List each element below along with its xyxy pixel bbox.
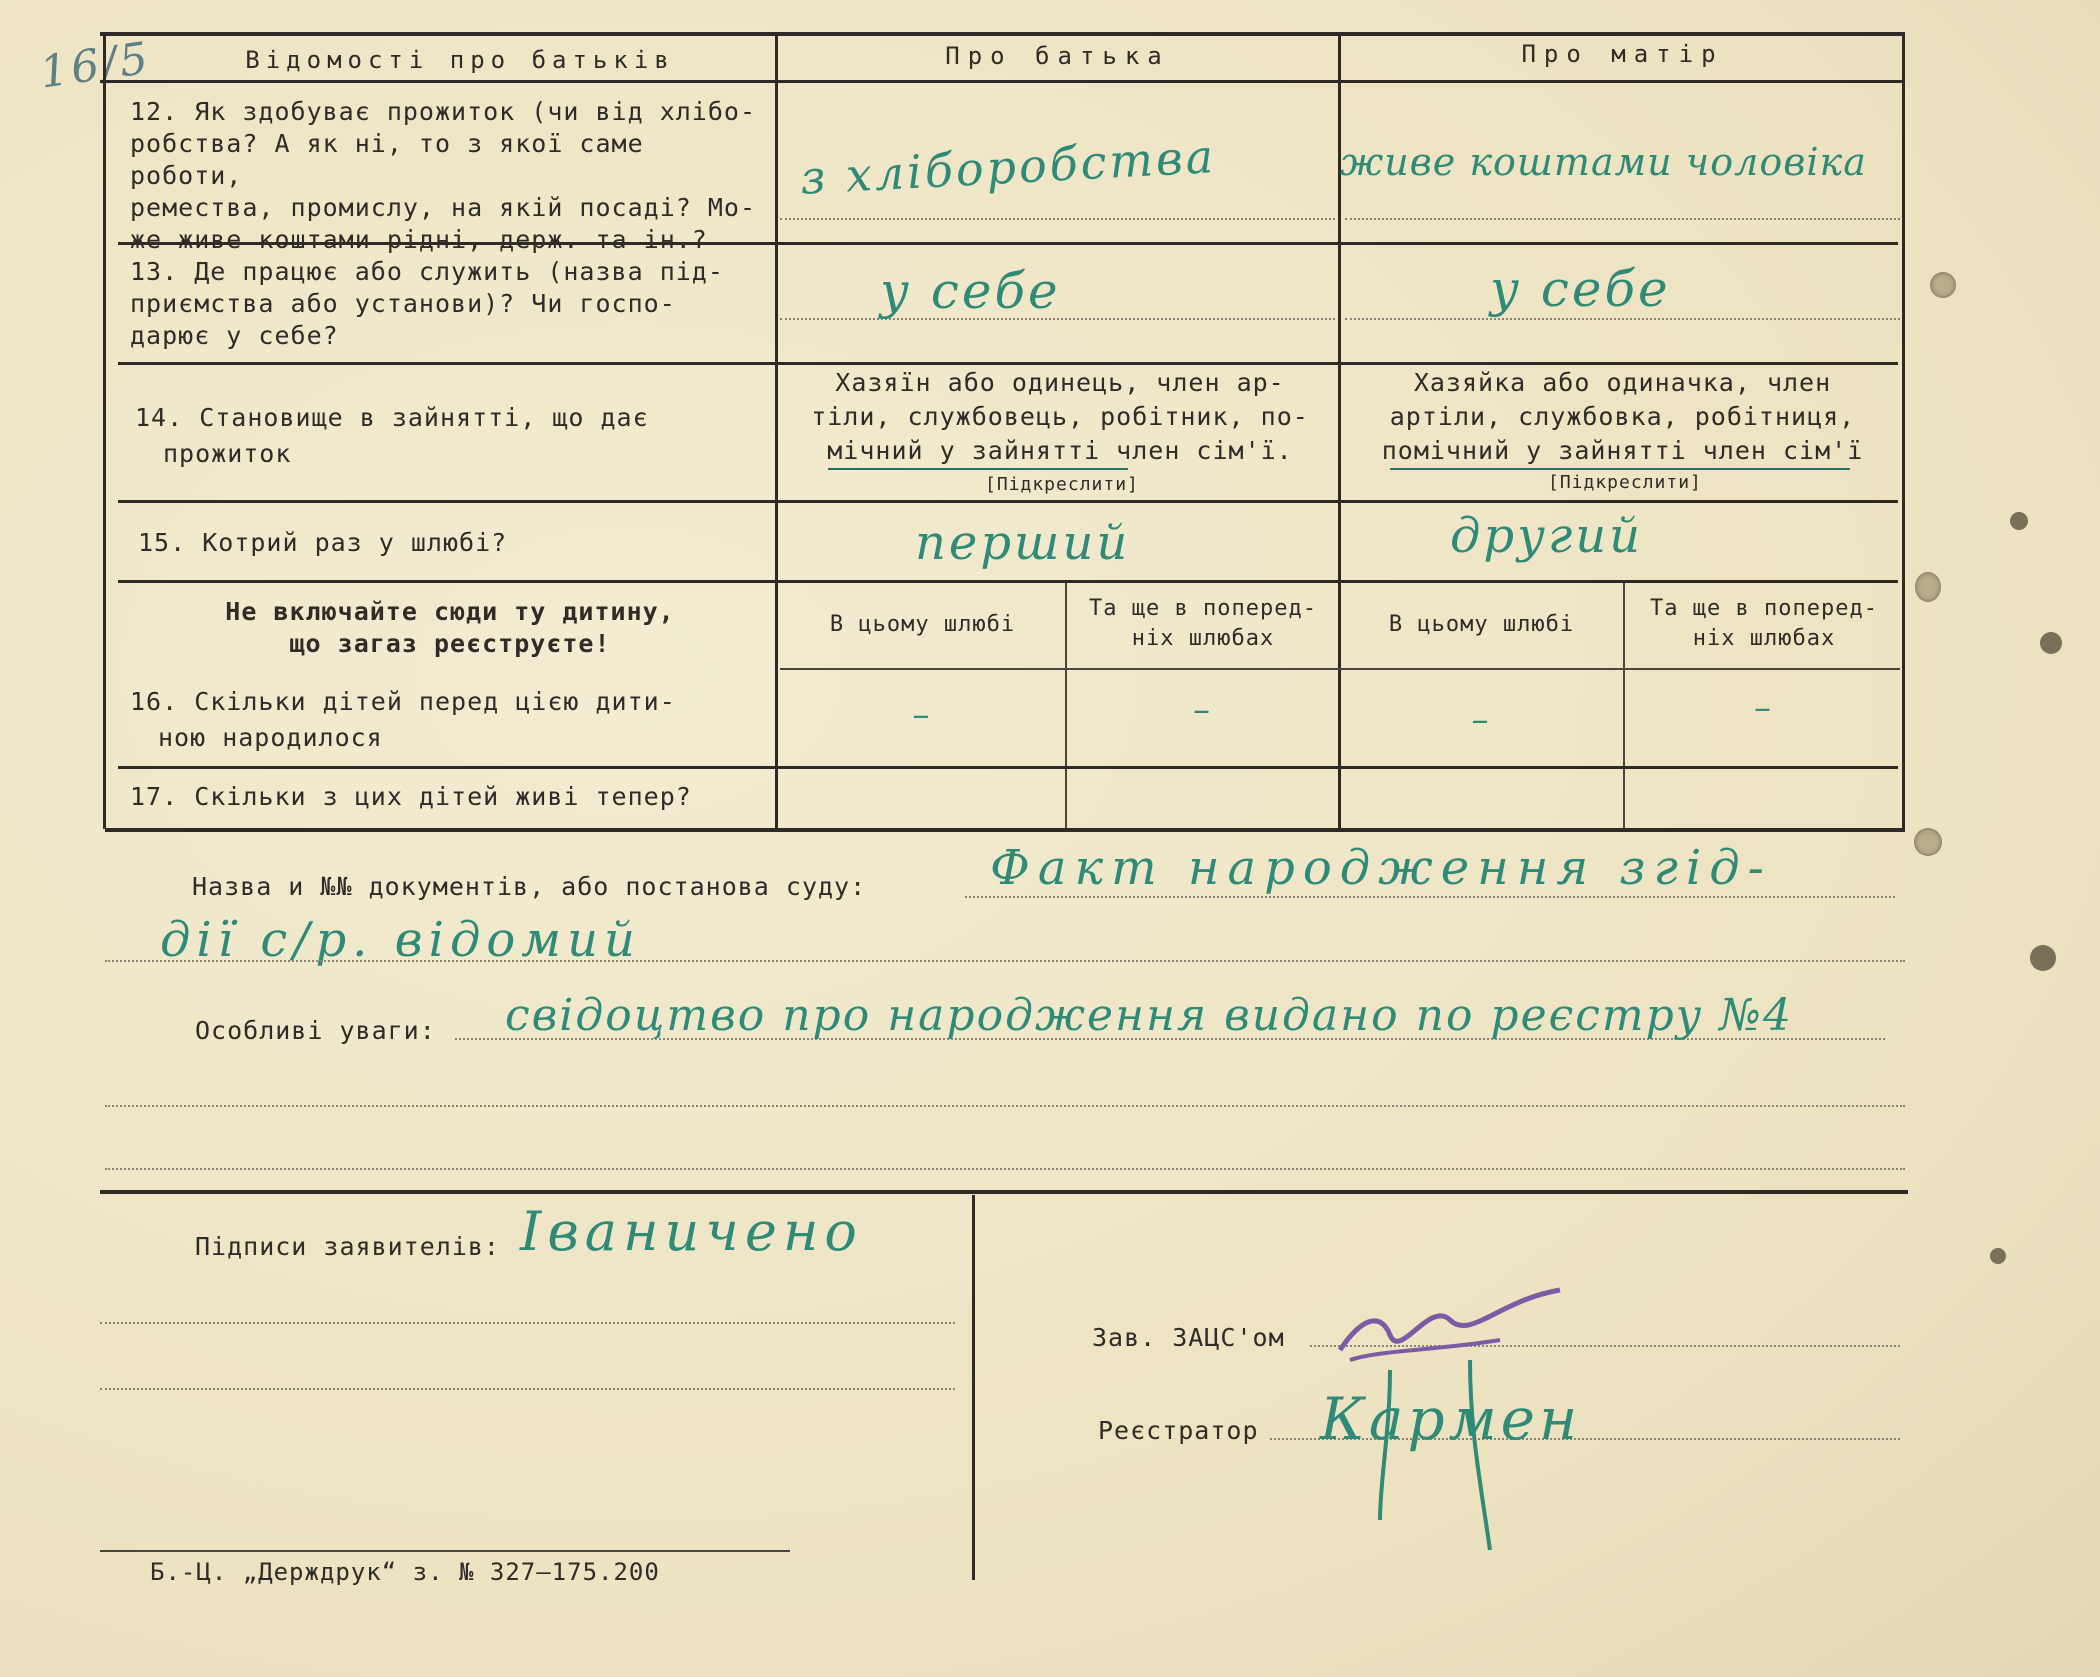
header-parents: Відомості про батьків — [245, 46, 675, 74]
table-header-underline — [100, 80, 1905, 83]
father-previous-marriages-header: Та ще в поперед- ніх шлюбах — [1089, 596, 1317, 651]
binding-hole — [1930, 272, 1956, 298]
mother-income-answer: живе коштами чоловіка — [1340, 140, 1867, 184]
registrar-label: Реєстратор — [1098, 1416, 1259, 1445]
subcol-divider-mother — [1623, 580, 1625, 828]
col-divider-1 — [775, 32, 778, 829]
question-15: 15. Котрий раз у шлюбі? — [138, 528, 508, 557]
children-exclusion-note: Не включайте сюди ту дитину, що загаз реєструєте! — [225, 597, 675, 658]
subcol-divider-father — [1065, 580, 1067, 828]
documents-value-line2: дії с/р. відомий — [160, 912, 641, 968]
applicants-label: Підписи заявителів: — [195, 1232, 500, 1261]
children-mother-previous: – — [1754, 688, 1774, 728]
documents-label: Назва и №№ документів, або постанова суду: — [192, 872, 867, 901]
mother-marriage-count: другий — [1450, 508, 1644, 564]
row-divider-15-16 — [118, 580, 1898, 583]
answer-line — [780, 218, 1335, 220]
father-marriage-count: перший — [915, 515, 1131, 571]
children-mother-this: – — [1471, 700, 1492, 740]
question-12: 12. Як здобуває прожиток (чи від хлібо- робства? А як ні, то з якої саме роботи, ремества, промислу, на якій посаді? Мо- же живе коштами рідні, держ. та ін.? — [130, 97, 756, 254]
children-father-this: – — [912, 695, 933, 735]
question-17: 17. Скільки з цих дітей живі тепер? — [130, 782, 692, 811]
head-label: Зав. ЗАЦС'ом — [1092, 1323, 1285, 1352]
notes-line-2 — [105, 1105, 1905, 1107]
row-divider-16-17 — [118, 766, 1898, 769]
documents-line-2 — [105, 960, 1905, 962]
row-divider-14-15 — [118, 500, 1898, 503]
notes-label: Особливі уваги: — [195, 1016, 436, 1045]
footer-rule — [100, 1550, 790, 1552]
question-13: 13. Де працює або служить (назва під- приємства або установи)? Чи госпо- дарює у себе? — [130, 257, 724, 350]
punch-mark — [2040, 632, 2062, 654]
table-left-border — [103, 32, 106, 829]
applicants-line-2 — [100, 1388, 955, 1390]
head-signature-scribble — [1320, 1280, 1580, 1560]
signature-divider — [972, 1195, 975, 1580]
father-position-options: Хазяїн або одинець, член ар- тіли, службовець, робітник, по- мічний у зайнятті член сім'ї. — [811, 368, 1309, 465]
registrar-signature: Кармен — [1320, 1385, 1582, 1453]
father-position-underline — [828, 468, 1128, 470]
father-workplace-answer: у себе — [880, 262, 1061, 320]
table-right-border — [1902, 32, 1905, 829]
notes-line-3 — [105, 1168, 1905, 1170]
mother-this-marriage-header: В цьому шлюбі — [1388, 612, 1575, 637]
punch-mark — [2030, 945, 2056, 971]
punch-mark — [2010, 512, 2028, 530]
mother-workplace-answer: у себе — [1490, 260, 1671, 318]
page-number-mark: 16/5 — [36, 32, 154, 99]
binding-hole — [1915, 572, 1941, 602]
father-this-marriage-header: В цьому шлюбі — [829, 612, 1016, 637]
father-underline-hint: [Підкреслити] — [985, 474, 1139, 495]
question-16: 16. Скільки дітей перед цією дити- ною народилося — [130, 687, 676, 752]
row-divider-13-14 — [118, 362, 1898, 365]
mother-underline-hint: [Підкреслити] — [1548, 472, 1702, 493]
header-father: Про батька — [945, 42, 1170, 70]
documents-line — [965, 896, 1895, 898]
row-divider-sub-header — [780, 668, 1900, 670]
applicants-line-1 — [100, 1322, 955, 1324]
answer-line — [1345, 218, 1900, 220]
children-father-previous: – — [1193, 690, 1213, 730]
mother-position-options: Хазяйка або одиначка, член артіли, службовка, робітниця, помічний у зайнятті член сім'ї — [1381, 368, 1864, 465]
binding-hole — [1914, 828, 1942, 856]
answer-line — [1345, 318, 1900, 320]
header-mother: Про матір — [1521, 40, 1724, 68]
documents-value-line1: Факт народження згід- — [990, 840, 1772, 896]
mother-position-underline — [1390, 468, 1850, 470]
punch-mark — [1990, 1248, 2006, 1264]
table-top-border — [100, 32, 1905, 36]
signature-section-border — [100, 1190, 1908, 1194]
printer-imprint: Б.-Ц. „Держдрук“ з. № 327—175.200 — [150, 1558, 660, 1586]
mother-previous-marriages-header: Та ще в поперед- ніх шлюбах — [1650, 596, 1878, 651]
notes-value: свідоцтво про народження видано по реєстру №4 — [505, 990, 1793, 1041]
question-14: 14. Становище в зайнятті, що дає прожиток — [135, 403, 649, 468]
father-income-answer: з хліборобства — [798, 129, 1218, 205]
applicants-signature: Іваничено — [520, 1200, 863, 1263]
table-bottom-border — [105, 828, 1905, 832]
